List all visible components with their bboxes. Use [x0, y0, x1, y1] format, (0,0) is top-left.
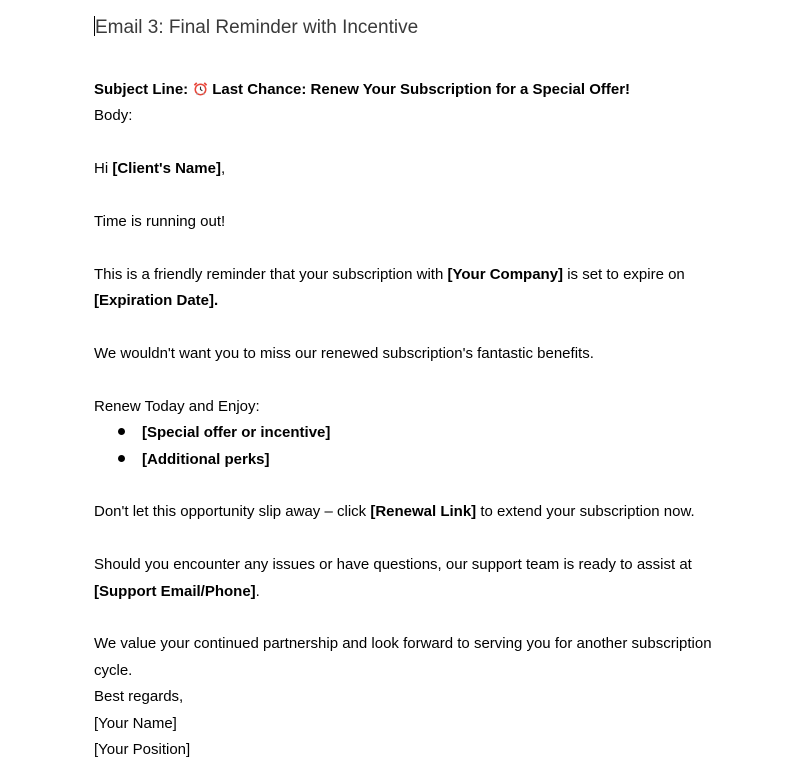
email-heading: Email 3: Final Reminder with Incentive [95, 17, 419, 38]
signoff-name: [Your Name] [94, 715, 177, 732]
renew-intro: Renew Today and Enjoy: [94, 398, 260, 415]
body-label: Body: [94, 107, 133, 124]
alarm-clock-icon [193, 81, 208, 96]
list-item: [Special offer or incentive] [118, 423, 330, 443]
subject-line [94, 80, 630, 100]
reminder-line: This is a friendly reminder that your subscription with [Your Company] is set to expire on [94, 266, 685, 283]
signoff-regards: Best regards, [94, 688, 184, 705]
list-item: [Additional perks] [118, 450, 270, 470]
subject-text: Last Chance: Renew Your Subscription for a Special Offer! [212, 81, 631, 98]
expiration-date-placeholder: [Expiration Date]. [94, 292, 219, 309]
company-placeholder: [Your Company] [447, 266, 564, 283]
support-contact-placeholder: [Support Email/Phone] [94, 583, 256, 600]
benefits-line: We wouldn't want you to miss our renewed subscription's fantastic benefits. [94, 345, 594, 362]
closing-line-2: cycle. [94, 662, 133, 679]
urgency-line: Time is running out! [94, 213, 226, 230]
subject-label: Subject Line: [94, 81, 189, 98]
cta-line: Don't let this opportunity slip away – click [Renewal Link] to extend your subscription now. [94, 503, 695, 520]
bullet-icon [118, 455, 125, 462]
support-line: Should you encounter any issues or have questions, our support team is ready to assist at [94, 556, 692, 573]
support-contact-line: [Support Email/Phone]. [94, 583, 260, 600]
bullet-icon [118, 428, 125, 435]
closing-line-1: We value your continued partnership and look forward to serving you for another subscription [94, 635, 712, 652]
renewal-link-placeholder: [Renewal Link] [370, 503, 477, 520]
client-name-placeholder: [Client's Name] [112, 160, 221, 177]
expiration-date-line [94, 291, 218, 311]
greeting: Hi [Client's Name], [94, 160, 226, 177]
signoff-position: [Your Position] [94, 741, 191, 758]
